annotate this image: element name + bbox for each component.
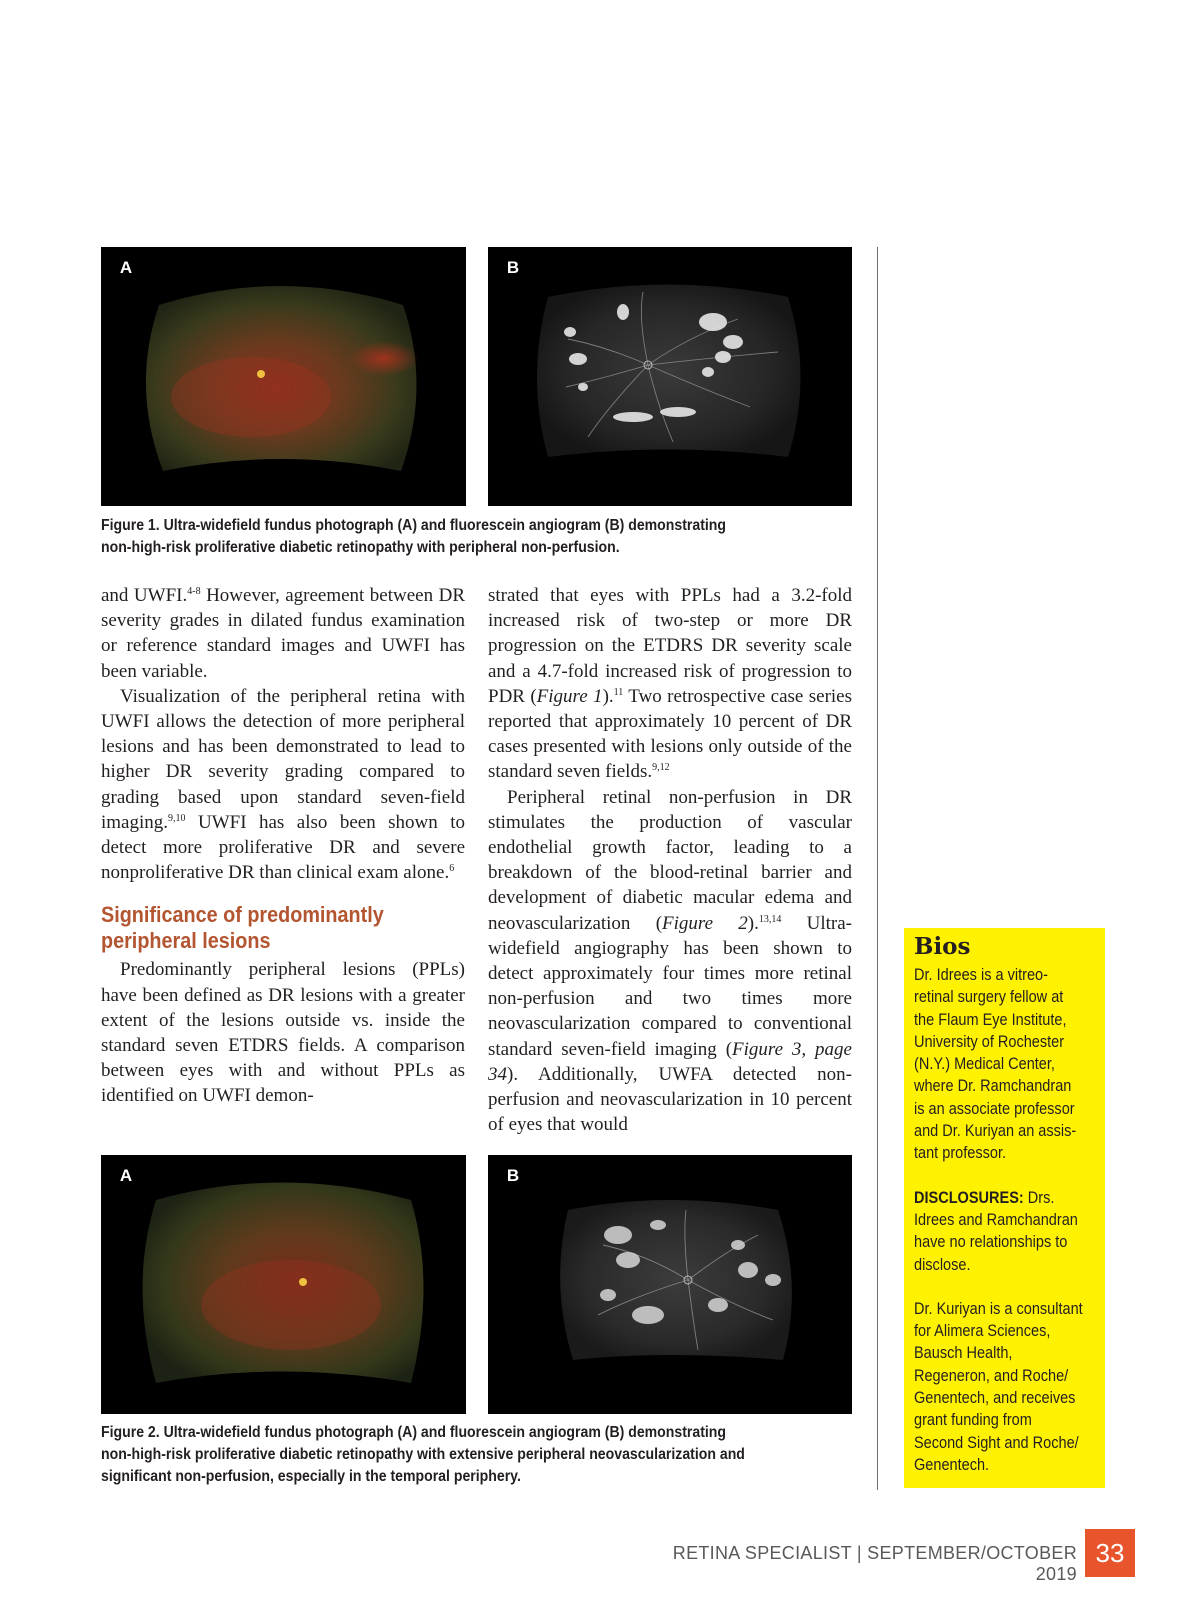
figure2-caption-line2: non-high-risk proliferative diabetic retinopathy with extensive peripheral neovascularization and — [101, 1446, 745, 1463]
figure-ref: Figure 3, page 34 — [488, 1038, 852, 1085]
reference: 9,12 — [652, 762, 670, 774]
paragraph: Peripheral retinal non-perfusion in DR stimulates the production of vascular endothelial growth factor, leading to a breakdown of the blood-retinal barrier and development of diabetic macular edema and neovascularization (Figure 2).$^{13,14}$ Ultra-widefield angiography has been shown to detect approximately four times more retinal non-perfusion and two times more neovascularization compared to conventional standard seven-field imaging (Figure 3, page 34). Additionally, UWFA detected non-perfusion and neovascularization in 10 percent of eyes that would — [488, 786, 852, 1136]
figure-ref: Figure 2 — [662, 912, 748, 934]
paragraph: Visualization of the peripheral retina with UWFI allows the detection of more peripheral lesions and has been demonstrated to lead to higher DR severity grading compared to grading based upon standard seven-field imaging.$^{9,10}$ UWFI has also been shown to detect more proliferative DR and severe nonproliferative DR than clinical exam alone.$^6$ — [101, 685, 465, 884]
panel-label-a: A — [111, 253, 141, 283]
disclosures-label: DISCLOSURES: — [914, 1188, 1024, 1207]
reference: 11 — [613, 686, 624, 698]
angiogram-image — [488, 247, 852, 506]
paragraph: and UWFI.$^{4-8}$ However, agreement between DR severity grades in dilated fundus examination or reference standard images and UWFI has been variable. — [101, 585, 466, 682]
figure1-photo-a — [101, 247, 466, 506]
figure1-caption — [101, 515, 726, 559]
figure2-photo-a — [101, 1155, 466, 1414]
figure-ref: Figure 1 — [536, 685, 603, 707]
page-number: 33 — [1085, 1529, 1135, 1577]
bio-text: Dr. Idrees is a vitreo- retinal surgery fellow at the Flaum Eye Institute, University of Rochester (N.Y.) Medical Center, where Dr. Ramchandran is an associate professor and Dr. Kuriyan an assis- tant professor. — [914, 966, 1077, 1163]
panel-label-a: A — [111, 1161, 141, 1191]
column-divider — [877, 247, 878, 1490]
paragraph: Predominantly peripheral lesions (PPLs) have been defined as DR lesions with a greater extent of the lesions outside vs. inside the standard seven ETDRS fields. A comparison between eyes with and without PPLs as identified on UWFI demon- — [101, 959, 465, 1107]
figure2-caption-line3: significant non-perfusion, especially in the temporal periphery. — [101, 1468, 521, 1485]
reference: 6 — [449, 863, 455, 875]
reference: 4-8 — [187, 586, 201, 597]
article-column-2 — [488, 583, 852, 1137]
figure2-caption-line1: Figure 2. Ultra-widefield fundus photograph (A) and fluorescein angiogram (B) demonstrating — [101, 1424, 727, 1441]
panel-label-b: B — [498, 253, 528, 283]
angiogram-image — [488, 1155, 852, 1414]
figure1-caption-line1: Figure 1. Ultra-widefield fundus photograph (A) and fluorescein angiogram (B) demonstrating — [101, 517, 727, 534]
bios-box — [904, 928, 1105, 1488]
fundus-photo-image — [101, 1155, 466, 1414]
footer-publication: RETINA SPECIALIST | SEPTEMBER/OCTOBER 2019 — [672, 1543, 1077, 1584]
paragraph: strated that eyes with PPLs had a 3.2-fold increased risk of two-step or more DR progression on the ETDRS DR severity scale and a 4.7-fold increased risk of progression to PDR (Figure 1).$^{11}$ Two retrospective case series reported that approximately 10 percent of DR cases presented with lesions only outside of the standard seven fields.$^{9,12}$ — [488, 585, 852, 783]
figure2-caption — [101, 1422, 745, 1488]
figure1-caption-line2: non-high-risk proliferative diabetic retinopathy with peripheral non-perfusion. — [101, 539, 620, 556]
section-heading: Significance of predominantly peripheral lesions — [101, 902, 384, 954]
article-column-1 — [101, 583, 465, 1109]
fundus-photo-image — [101, 247, 466, 506]
bios-body — [914, 964, 1083, 1476]
figure2-angiogram-b — [488, 1155, 852, 1414]
reference: 13,14 — [758, 913, 782, 925]
figure1-angiogram-b — [488, 247, 852, 506]
panel-label-b: B — [498, 1161, 528, 1191]
disclosures-text: DISCLOSURES: Drs. Idrees and Ramchandran have no relationships to disclose. — [914, 1188, 1078, 1274]
bios-title: Bios — [914, 933, 971, 960]
reference: 9,10 — [168, 812, 186, 824]
kuriyan-disclosure-text: Dr. Kuriyan is a consultant for Alimera Sciences, Bausch Health, Regeneron, and Roche/ Genentech, and receives grant funding from Second Sight and Roche/ Genentech. — [914, 1299, 1083, 1474]
